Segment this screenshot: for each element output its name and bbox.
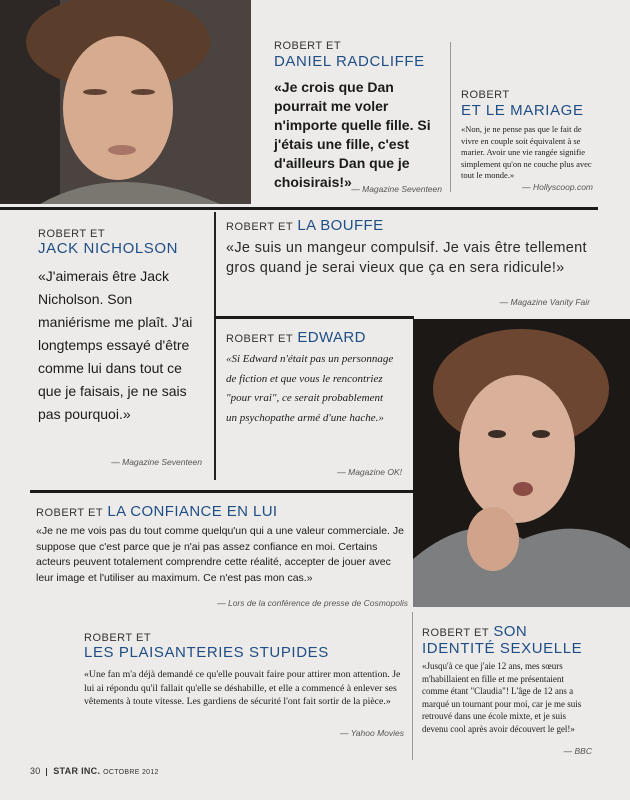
confiance-source: — Lors de la conférence de presse de Cosmopolis <box>217 598 408 608</box>
mariage-title: ET LE MARIAGE <box>461 102 584 119</box>
identite-heading <box>422 623 527 640</box>
confiance-heading <box>36 503 278 520</box>
section-divider <box>30 490 414 493</box>
identite-title-a: SON <box>493 623 528 640</box>
bouffe-source: — Magazine Vanity Fair <box>499 297 590 307</box>
edward-quote: «Si Edward n'était pas un personnage de fiction et que vous le rencontriez "pour vrai", ce serait probablement un psychopathe armé d'une hache.» <box>226 353 394 424</box>
issue-date: OCTOBRE 2012 <box>103 769 159 776</box>
plaisanteries-source: — Yahoo Movies <box>340 728 404 738</box>
edward-kicker: ROBERT ET <box>226 333 294 345</box>
magazine-name: STAR INC. <box>53 766 101 776</box>
edward-source: — Magazine OK! <box>337 467 402 477</box>
portrait-photo-top <box>0 0 251 204</box>
plaisanteries-title: LES PLAISANTERIES STUPIDES <box>84 644 329 661</box>
portrait-photo-right <box>413 319 630 607</box>
jack-source: — Magazine Seventeen <box>111 457 202 467</box>
dan-source: — Magazine Seventeen <box>351 184 442 194</box>
column-divider <box>412 612 413 760</box>
edward-title: EDWARD <box>297 329 366 346</box>
dan-quote: «Je crois que Dan pourrait me voler n'importe quelle fille. Si j'étais une fille, c'est d'ailleurs Dan que je choisirais!» <box>274 79 431 190</box>
identite-quote: «Jusqu'à ce que j'aie 12 ans, mes sœurs m'habillaient en fille et me présentaient comme étant "Claudia"! L'âge de 12 ans a marqué un tournant pour moi, car je me suis retrouvé dans une école mixte, et je suis devenu cool après avoir découvert le gel!» <box>422 661 582 734</box>
jack-kicker: ROBERT ET <box>38 228 106 240</box>
page-number: 30 <box>30 766 41 776</box>
page-footer <box>30 766 159 776</box>
mariage-quote: «Non, je ne pense pas que le fait de vivre en couple soit équivalent à se marier. Avoir une vie rangée signifie simplement qu'on ne couche plus avec tout le monde.» <box>461 124 592 180</box>
edward-heading <box>226 329 366 346</box>
confiance-quote: «Je ne me vois pas du tout comme quelqu'un qui a une valeur commerciale. Je suppose que c'est parce que je n'ai pas assez confiance en moi. Certains acteurs peuvent totalement comprendre cette réalité, accepter de jouer avec leur image et l'utiliser au maximum. Ce n'est pas mon cas.» <box>36 525 404 584</box>
bouffe-quote: «Je suis un mangeur compulsif. Je vais être tellement gros quand je serai vieux que ça en sera ridicule!» <box>226 240 587 276</box>
plaisanteries-quote: «Une fan m'a déjà demandé ce qu'elle pouvait faire pour attirer mon attention. Je lui ai répondu qu'il fallait qu'elle se déshabille, et elle a commencé à enlever ses vêtements à toute vitesse. Les gardiens de sécurité l'ont fait sortir de la pièce.» <box>84 669 401 707</box>
mariage-kicker: ROBERT <box>461 89 510 101</box>
mariage-source: — Hollyscoop.com <box>522 182 593 192</box>
confiance-kicker: ROBERT ET <box>36 507 104 519</box>
section-divider <box>214 316 414 319</box>
plaisanteries-kicker: ROBERT ET <box>84 632 152 644</box>
jack-quote: «J'aimerais être Jack Nicholson. Son maniérisme me plaît. J'ai longtemps essayé d'être comme lui dans tout ce que je faisais, je ne sais pas pourquoi.» <box>38 268 193 422</box>
dan-kicker: ROBERT ET <box>274 40 342 52</box>
dan-title: DANIEL RADCLIFFE <box>274 53 425 70</box>
bouffe-kicker: ROBERT ET <box>226 221 294 233</box>
bouffe-title: LA BOUFFE <box>297 217 384 234</box>
identite-kicker: ROBERT ET <box>422 627 490 639</box>
section-divider <box>0 207 598 210</box>
column-divider <box>214 212 216 480</box>
identite-title-b: IDENTITÉ SEXUELLE <box>422 640 583 657</box>
bouffe-heading <box>226 217 383 234</box>
identite-source: — BBC <box>563 746 592 756</box>
column-divider <box>450 42 451 192</box>
confiance-title: LA CONFIANCE EN LUI <box>107 503 278 520</box>
jack-title: JACK NICHOLSON <box>38 240 179 257</box>
